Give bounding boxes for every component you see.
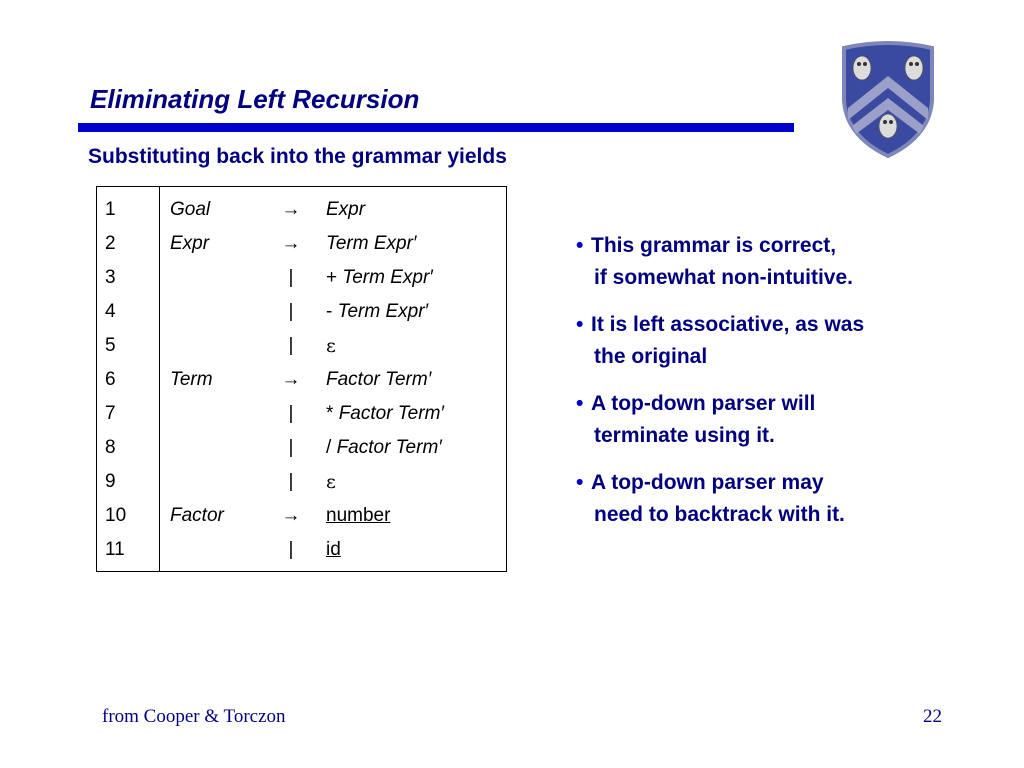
production-number: 11 [97, 533, 160, 572]
grammar-row [97, 295, 507, 329]
production-lhs [160, 261, 267, 295]
rhs-symbol: Term Expr′ [337, 301, 429, 322]
production-lhs: Expr [170, 233, 210, 254]
grammar-row [97, 499, 507, 533]
rice-owl-crest-icon [840, 40, 936, 158]
rhs-symbol: / [326, 437, 337, 458]
production-rhs [316, 187, 507, 228]
production-rhs [316, 499, 507, 533]
title-underline-bar [78, 123, 794, 132]
rhs-symbol: ε [326, 334, 336, 357]
grammar-table [96, 186, 507, 572]
production-lhs: Factor [170, 505, 224, 526]
production-rhs [316, 227, 507, 261]
production-rhs [316, 397, 507, 431]
rhs-symbol: number [326, 505, 391, 526]
bullet-item [576, 388, 956, 452]
production-rhs [316, 431, 507, 465]
production-operator: | [288, 403, 294, 424]
rhs-symbol: Term Expr′ [342, 267, 433, 288]
rhs-symbol: Term Expr′ [326, 233, 417, 254]
production-number: 7 [97, 397, 160, 431]
production-operator: | [288, 437, 294, 458]
production-number: 4 [97, 295, 160, 329]
rhs-symbol: Factor Term′ [338, 403, 444, 424]
production-rhs [316, 329, 507, 363]
grammar-row [97, 227, 507, 261]
production-lhs [160, 533, 267, 572]
production-operator: → [281, 369, 301, 390]
bullet-line: A top-down parser may [591, 471, 824, 494]
production-operator: | [288, 539, 294, 560]
slide-subtitle: Substituting back into the grammar yields [88, 145, 507, 168]
rhs-symbol: + [326, 267, 343, 288]
grammar-row [97, 363, 507, 397]
rhs-symbol: id [326, 539, 341, 560]
bullet-line: terminate using it. [594, 424, 775, 447]
bullet-line: if somewhat non-intuitive. [594, 266, 854, 289]
grammar-row [97, 261, 507, 295]
grammar-row [97, 397, 507, 431]
bullet-dot-icon: • [576, 471, 584, 494]
slide-title: Eliminating Left Recursion [90, 84, 420, 114]
grammar-row [97, 431, 507, 465]
production-operator: | [288, 267, 294, 288]
grammar-row [97, 533, 507, 572]
production-lhs: Goal [170, 199, 211, 220]
footer-credit: from Cooper & Torczon [102, 706, 286, 727]
grammar-row [97, 187, 507, 228]
production-number: 6 [97, 363, 160, 397]
bullet-dot-icon: • [576, 392, 584, 415]
production-lhs [160, 295, 267, 329]
production-operator: → [281, 505, 301, 526]
bullet-line: A top-down parser will [591, 392, 816, 415]
rhs-symbol: Factor Term′ [326, 369, 432, 390]
bullet-item [576, 230, 956, 294]
production-operator: | [288, 301, 294, 322]
bullet-line: This grammar is correct, [591, 234, 837, 257]
bullet-item [576, 467, 956, 531]
page-number: 22 [923, 706, 942, 727]
production-rhs [316, 465, 507, 499]
production-rhs [316, 533, 507, 572]
bullet-item [576, 309, 956, 373]
production-number: 10 [97, 499, 160, 533]
production-lhs [160, 397, 267, 431]
rhs-symbol: Factor Term′ [336, 437, 442, 458]
bullet-list [576, 230, 956, 546]
production-number: 5 [97, 329, 160, 363]
production-number: 1 [97, 187, 160, 228]
production-operator: | [288, 335, 294, 356]
bullet-line: It is left associative, as was [591, 313, 865, 336]
production-rhs [316, 261, 507, 295]
production-number: 8 [97, 431, 160, 465]
production-rhs [316, 295, 507, 329]
production-number: 9 [97, 465, 160, 499]
bullet-line: need to backtrack with it. [594, 503, 845, 526]
rhs-symbol: - [326, 301, 338, 322]
production-number: 3 [97, 261, 160, 295]
bullet-dot-icon: • [576, 313, 584, 336]
production-operator: → [281, 199, 301, 220]
rhs-symbol: Expr [326, 199, 366, 220]
rhs-symbol: ε [326, 470, 336, 493]
production-lhs: Term [170, 369, 213, 390]
production-operator: → [281, 233, 301, 254]
grammar-row [97, 465, 507, 499]
production-number: 2 [97, 227, 160, 261]
production-operator: | [288, 471, 294, 492]
production-lhs [160, 465, 267, 499]
rhs-symbol: * [326, 403, 339, 424]
grammar-row [97, 329, 507, 363]
production-rhs [316, 363, 507, 397]
bullet-dot-icon: • [576, 234, 584, 257]
bullet-line: the original [594, 345, 708, 368]
production-lhs [160, 329, 267, 363]
production-lhs [160, 431, 267, 465]
